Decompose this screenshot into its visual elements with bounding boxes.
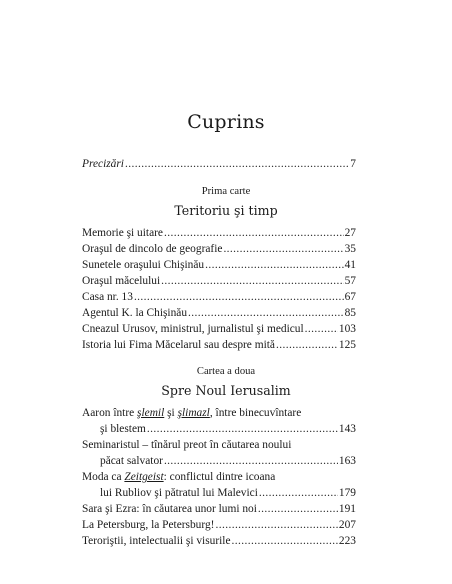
dot-leader [188,306,344,320]
toc-entry-label: Cneazul Urusov, ministrul, jurnalistul şi medicul [82,323,304,335]
toc-entry-label: Memorie şi uitare [82,227,163,239]
page-title: Cuprins [187,111,265,133]
dot-leader [258,502,338,516]
toc-entry-label: Sunetele oraşului Chişinău [82,259,205,271]
dot-leader [125,157,349,171]
toc-entry-label-continued: şi blestem [100,423,146,435]
toc-entry-label-part: , între binecuvîntare [209,407,302,419]
toc-entry-page: 7 [350,158,356,170]
dot-leader [223,242,343,256]
dot-leader [215,518,337,532]
dot-leader [305,322,338,336]
toc-entry-label-continued: păcat salvator [100,455,163,467]
part-title: Spre Noul Ierusalim [161,383,291,398]
dot-leader [205,258,343,272]
dot-leader [164,454,338,468]
toc-entry[interactable] [100,486,356,500]
toc-entry[interactable] [100,454,356,468]
toc-entry-label-emphasis: şlimazl [177,407,210,419]
toc-entry-label-part: Moda ca [82,471,125,483]
toc-entry-label-emphasis: şlemil [137,407,165,419]
toc-entry[interactable] [82,226,356,240]
toc-entry-label: Istoria lui Fima Măcelarul sau despre mită [82,339,275,351]
dot-leader [147,422,338,436]
toc-entry[interactable] [82,290,356,304]
toc-entry-label[interactable]: Seminaristul – tînărul preot în căutarea noului [82,439,292,451]
toc-entry[interactable] [100,422,356,436]
toc-entry-label-part: : conflictul dintre icoana [163,471,276,483]
toc-entry-label: Precizări [82,158,124,170]
toc-entry-page: 103 [338,323,356,335]
toc-entry-page: 191 [338,503,356,515]
toc-entry-page: 67 [344,291,356,303]
toc-entry-page: 143 [338,423,356,435]
toc-entry-page: 27 [344,227,356,239]
dot-leader [259,486,338,500]
dot-leader [164,226,344,240]
toc-entry[interactable] [82,518,356,532]
toc-entry-page: 125 [338,339,356,351]
toc-entry-label: Oraşul măcelului [82,275,161,287]
toc-entry-page: 223 [338,535,356,547]
part-label: Prima carte [201,186,251,197]
dot-leader [232,534,338,548]
toc-entry-precizari[interactable] [82,157,356,171]
toc-entry[interactable] [82,338,356,352]
toc-entry-page: 163 [338,455,356,467]
toc-entry-label: Sara şi Ezra: în căutarea unor lumi noi [82,503,257,515]
toc-entry-label: Oraşul de dincolo de geografie [82,243,223,255]
toc-entry-label-emphasis: Zeitgeist [124,471,164,483]
toc-entry-label[interactable] [82,406,301,420]
toc-entry-label: Agentul K. la Chişinău [82,307,188,319]
toc-entry[interactable] [82,534,356,548]
toc-entry-label-continued: lui Rubliov şi pătratul lui Malevici [100,487,258,499]
toc-entry-page: 57 [344,275,356,287]
dot-leader [134,290,344,304]
toc-entry[interactable] [82,306,356,320]
toc-entry[interactable] [82,242,356,256]
dot-leader [276,338,338,352]
toc-entry-label: Teroriştii, intelectualii şi visurile [82,535,231,547]
part-label: Cartea a doua [196,366,256,377]
toc-entry[interactable] [82,258,356,272]
toc-entry-page: 35 [344,243,356,255]
toc-entry-label[interactable] [82,470,275,484]
part-title: Teritoriu şi timp [174,203,278,218]
toc-entry-page: 41 [344,259,356,271]
dot-leader [161,274,343,288]
toc-entry-page: 207 [338,519,356,531]
toc-entry[interactable] [82,322,356,336]
toc-entry-label-part: Aaron între [82,407,138,419]
toc-entry-label: Casa nr. 13 [82,291,133,303]
toc-entry[interactable] [82,502,356,516]
toc-entry-label: La Petersburg, la Petersburg! [82,519,215,531]
toc-entry-label-part: şi [164,407,178,419]
toc-entry-page: 179 [338,487,356,499]
toc-entry-page: 85 [344,307,356,319]
toc-entry[interactable] [82,274,356,288]
